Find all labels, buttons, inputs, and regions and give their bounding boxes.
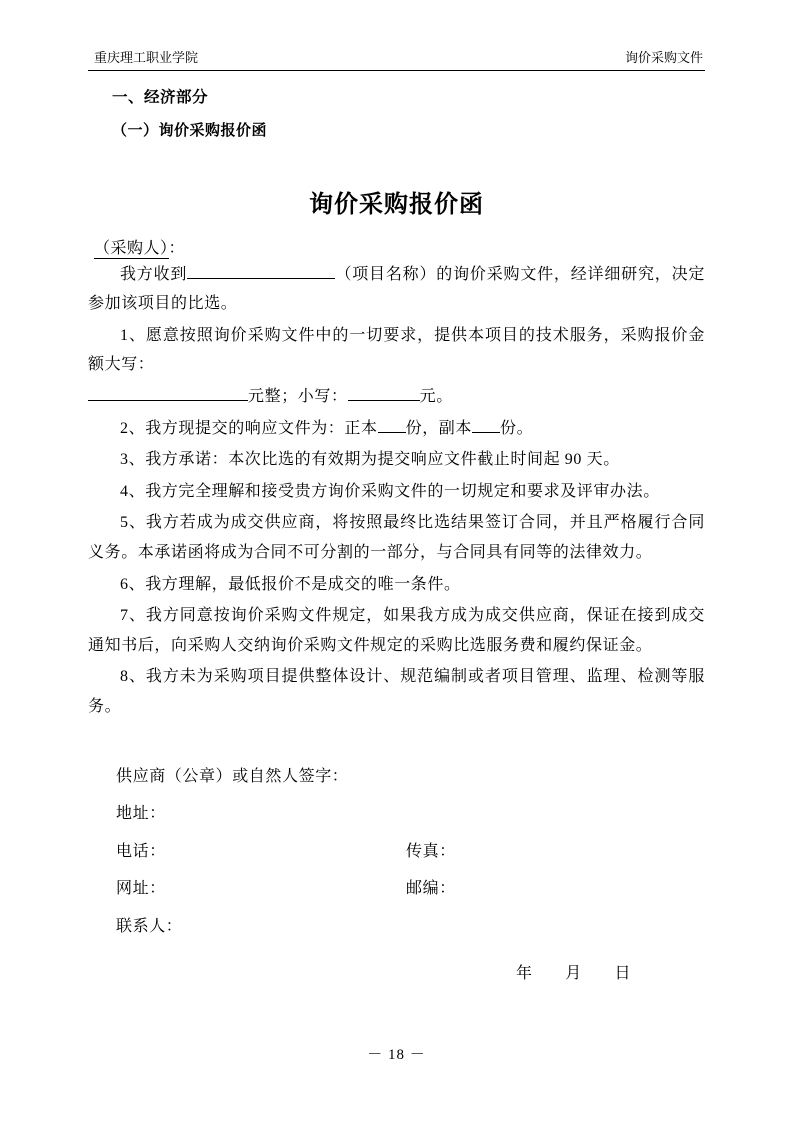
header-document-type: 询价采购文件: [624, 50, 703, 65]
supplier-label[interactable]: 供应商（公章）或自然人签字：: [116, 767, 349, 785]
contact-row: [116, 908, 705, 946]
amount-lowercase-blank[interactable]: [348, 384, 420, 401]
clause-2-text-c: 份。: [500, 419, 534, 437]
clause-8-number: 8、: [120, 668, 146, 686]
clause-2-text-a: 我方现提交的响应文件为：正本: [145, 419, 378, 437]
intro-text-after: （项目名称）的询价采购文件，经详细研究，决定参加该项目的比选。: [88, 265, 705, 313]
clause-1-text: 愿意按照询价采购文件中的一切要求，提供本项目的技术服务，采购报价金额大写：: [88, 326, 705, 374]
contact-label[interactable]: 联系人：: [116, 917, 183, 935]
phone-fax-row: [116, 833, 705, 871]
address-row: [116, 795, 705, 833]
intro-text-before: 我方收到: [120, 265, 188, 283]
date-day-label: 日: [614, 965, 632, 983]
clause-2-number: 2、: [120, 419, 146, 437]
clause-2: [88, 414, 705, 444]
clause-6-text: 我方理解，最低报价不是成交的唯一条件。: [145, 575, 461, 593]
clause-4-number: 4、: [120, 482, 146, 500]
signature-block: [88, 758, 705, 994]
clause-4: [88, 477, 705, 507]
clause-1-amount-line: [88, 382, 705, 412]
clause-5: [88, 508, 705, 567]
addressee-label: （采购人）: [94, 239, 169, 257]
clause-4-text: 我方完全理解和接受贵方询价采购文件的一切规定和要求及评审办法。: [145, 482, 660, 500]
clause-2-text-b: 份，副本: [405, 419, 473, 437]
addressee-line: [94, 235, 705, 258]
project-name-blank[interactable]: [187, 262, 335, 279]
clause-8: [88, 662, 705, 721]
copy-count-blank[interactable]: [472, 416, 500, 433]
clause-7-number: 7、: [120, 607, 146, 625]
phone-label[interactable]: 电话：: [116, 842, 166, 860]
date-month-label: 月: [565, 965, 582, 983]
clause-6: [88, 570, 705, 600]
running-header: [88, 50, 705, 71]
subsection-heading: （一）询价采购报价函: [112, 121, 268, 139]
date-row: [116, 955, 705, 993]
date-year-label: 年: [516, 965, 533, 983]
website-postcode-row: [116, 870, 705, 908]
clause-6-number: 6、: [120, 575, 146, 593]
page-number: － 18 －: [367, 1047, 426, 1063]
clause-8-text: 我方未为采购项目提供整体设计、规范编制或者项目管理、监理、检测等服务。: [88, 668, 705, 715]
clause-1-line2-a: 元整；小写：: [248, 387, 348, 405]
clause-5-number: 5、: [120, 514, 146, 532]
clause-3-text: 我方承诺：本次比选的有效期为提交响应文件截止时间起 90 天。: [145, 451, 620, 469]
intro-paragraph: [88, 260, 705, 319]
clause-1-line2-b: 元。: [419, 387, 453, 405]
original-count-blank[interactable]: [378, 416, 406, 433]
header-institution: 重庆理工职业学院: [94, 50, 199, 65]
website-label[interactable]: 网址：: [116, 880, 166, 898]
supplier-row: [116, 758, 705, 796]
amount-uppercase-blank[interactable]: [88, 384, 248, 401]
clause-3-number: 3、: [120, 451, 146, 469]
clause-5-text: 我方若成为成交供应商，将按照最终比选结果签订合同，并且严格履行合同义务。本承诺函将成为合同不可分割的一部分，与合同具有同等的法律效力。: [88, 514, 705, 561]
addressee-colon: ：: [168, 239, 186, 257]
section-heading: 一、经济部分: [112, 88, 209, 106]
clause-3: [88, 445, 705, 475]
clause-7-text: 我方同意按询价采购文件规定，如果我方成为成交供应商，保证在接到成交通知书后，向采购人交纳询价采购文件规定的采购比选服务费和履约保证金。: [88, 607, 705, 654]
clause-1-number: 1、: [120, 326, 146, 344]
page-title: 询价采购报价函: [309, 190, 484, 218]
address-label[interactable]: 地址：: [116, 805, 166, 823]
clause-1: [88, 321, 705, 380]
clause-7: [88, 601, 705, 660]
postcode-label[interactable]: 邮编：: [406, 880, 456, 898]
fax-label[interactable]: 传真：: [406, 842, 456, 860]
